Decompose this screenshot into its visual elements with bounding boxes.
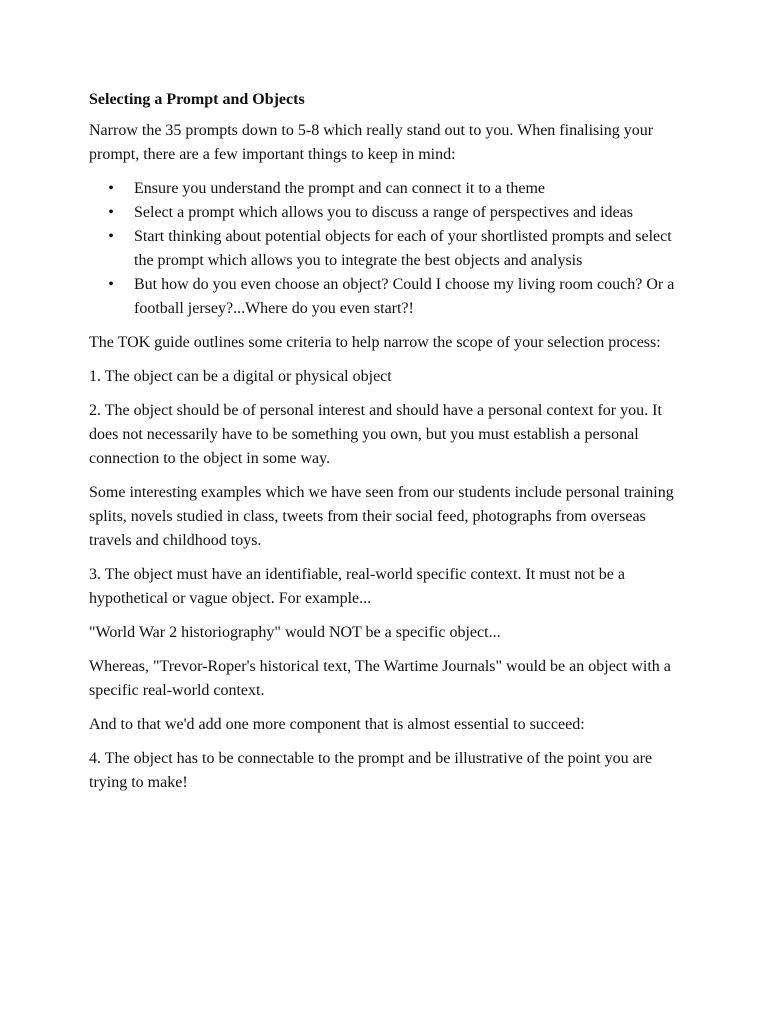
list-item (108, 201, 688, 225)
criterion-4-paragraph: 4. The object has to be connectable to the prompt and be illustrative of the point you are trying to make! (89, 750, 653, 791)
document-heading: Selecting a Prompt and Objects (89, 91, 305, 108)
criterion-3-paragraph: 3. The object must have an identifiable, real-world specific context. It must not be a hypothetical or vague object. For example... (89, 566, 625, 607)
bullet-icon: • (108, 204, 114, 221)
additional-component-paragraph: And to that we'd add one more component that is almost essential to succeed: (89, 716, 585, 733)
list-item-text: Start thinking about potential objects for each of your shortlisted prompts and select the prompt which allows you to integrate the best objects and analysis (134, 228, 672, 269)
non-specific-example-paragraph: "World War 2 historiography" would NOT be a specific object... (89, 624, 501, 641)
list-item (108, 225, 688, 273)
list-item-text: Select a prompt which allows you to discuss a range of perspectives and ideas (134, 204, 633, 221)
list-item (108, 177, 688, 201)
list-item-text: Ensure you understand the prompt and can connect it to a theme (134, 180, 545, 197)
list-item (108, 273, 688, 321)
tips-list (89, 177, 688, 321)
bullet-icon: • (108, 228, 114, 245)
list-item-text: But how do you even choose an object? Could I choose my living room couch? Or a football jersey?...Where do you even start?! (134, 276, 675, 317)
criterion-2-paragraph: 2. The object should be of personal interest and should have a personal context for you. It does not necessarily have to be something you own, but you must establish a personal connection to the object in some way. (89, 402, 662, 467)
specific-example-paragraph: Whereas, "Trevor-Roper's historical text, The Wartime Journals" would be an object with a specific real-world context. (89, 658, 671, 699)
criterion-1-paragraph: 1. The object can be a digital or physical object (89, 368, 392, 385)
bullet-icon: • (108, 180, 114, 197)
examples-paragraph: Some interesting examples which we have seen from our students include personal training splits, novels studied in class, tweets from their social feed, photographs from overseas travels and childhood toys. (89, 484, 674, 549)
intro-paragraph: Narrow the 35 prompts down to 5-8 which really stand out to you. When finalising your prompt, there are a few important things to keep in mind: (89, 122, 654, 163)
criteria-intro-paragraph: The TOK guide outlines some criteria to help narrow the scope of your selection process: (89, 334, 661, 351)
bullet-icon: • (108, 276, 114, 293)
